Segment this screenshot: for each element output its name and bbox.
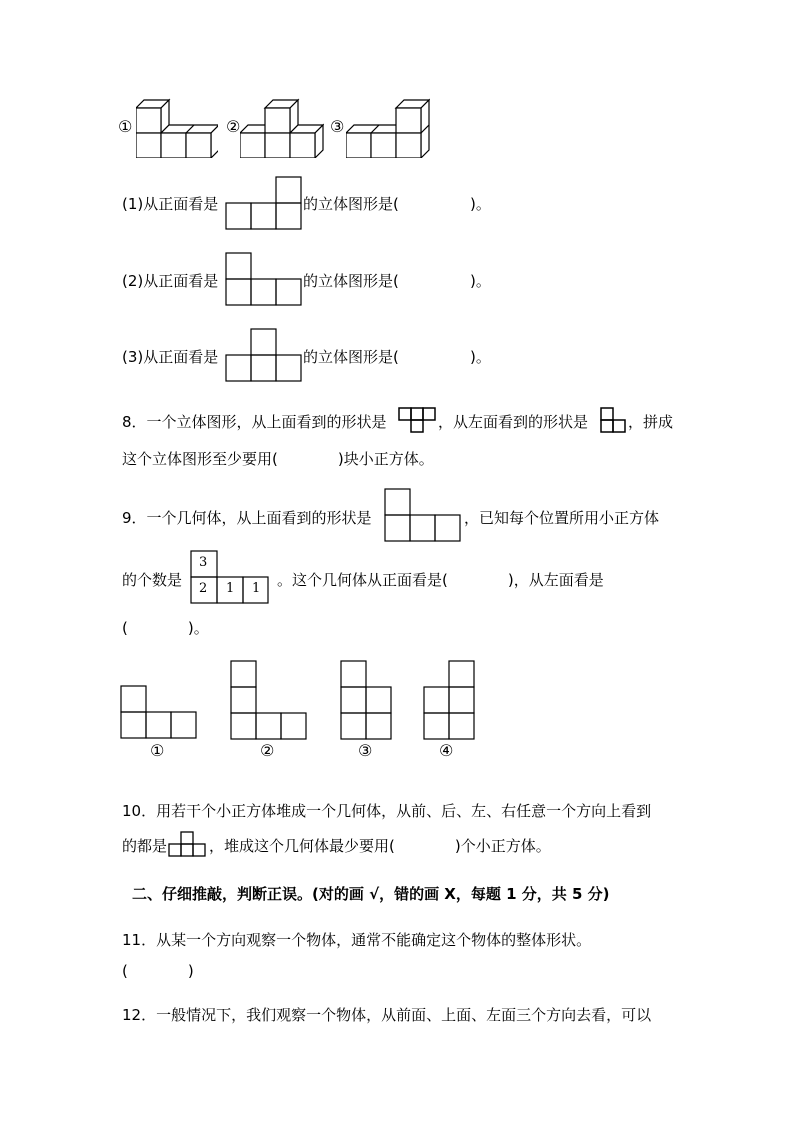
q9-option-1-label: ① — [150, 741, 165, 760]
q9-count-cell-3: 1 — [252, 581, 261, 596]
question-10 — [122, 797, 692, 861]
q7-item-3-close: )。 — [470, 348, 491, 366]
q7-item-2-prefix: (2)从正面看是 — [122, 272, 219, 290]
q9-option-2[interactable] — [228, 660, 308, 760]
q10-text-line2b: ，堆成这个几何体最少要用( )个小正方体。 — [209, 837, 551, 855]
q7-item-3-prefix: (3)从正面看是 — [122, 348, 219, 366]
q7-item-3 — [122, 327, 642, 383]
question-9 — [122, 488, 682, 638]
q9-option-2-label: ② — [260, 741, 275, 760]
q8-text-part2: ，从左面看到的形状是 — [438, 413, 589, 431]
q12-text-line1: 12．一般情况下，我们观察一个物体，从前面、上面、左面三个方向去看，可以 — [122, 1006, 652, 1024]
q10-text-line1: 10．用若干个小正方体堆成一个几何体，从前、后、左、右任意一个方向上看到 — [122, 802, 652, 820]
q9-text-line3: ( )。 — [122, 619, 209, 637]
q7-item-1-prefix: (1)从正面看是 — [122, 195, 219, 213]
cube-figure-3 — [346, 98, 430, 158]
q9-option-2-shape — [230, 660, 308, 740]
q8-text-part1: 8．一个立体图形，从上面看到的形状是 — [122, 413, 387, 431]
q9-option-1-shape — [120, 685, 198, 739]
q9-text-line2a: 的个数是 — [122, 571, 183, 589]
q8-text-part3: ，拼成 — [628, 413, 674, 431]
figure-label-3: ③ — [330, 117, 345, 136]
q9-option-4-shape — [423, 660, 477, 740]
q8-top-view-shape — [398, 407, 438, 435]
figure-row-3d — [118, 95, 438, 160]
q9-option-3[interactable] — [338, 660, 398, 760]
section-2-heading: 二、仔细推敲，判断正误。(对的画 √，错的画 X，每题 1 分，共 5 分) — [132, 885, 610, 903]
q9-text-part2: ，已知每个位置所用小正方体 — [464, 509, 660, 527]
q7-item-1-suffix: 的立体图形是( — [303, 195, 399, 213]
q11-answer-paren[interactable]: ( ) — [122, 962, 194, 980]
q9-options — [118, 660, 498, 760]
front-view-shape-1 — [225, 176, 303, 230]
q9-option-4-label: ④ — [439, 741, 454, 760]
q9-top-view-shape — [384, 488, 464, 542]
q9-option-3-label: ③ — [358, 741, 373, 760]
q9-count-cell-top: 3 — [199, 555, 208, 570]
figure-label-1: ① — [118, 117, 133, 136]
q8-text-line2: 这个立体图形至少要用( )块小正方体。 — [122, 450, 434, 468]
q11-text-line1: 11．从某一个方向观察一个物体，通常不能确定这个物体的整体形状。 — [122, 931, 592, 949]
q9-option-1[interactable] — [118, 660, 198, 760]
front-view-shape-2 — [225, 252, 303, 306]
cube-figure-2 — [240, 98, 324, 158]
q7-item-2-close: )。 — [470, 272, 491, 290]
q9-option-4[interactable] — [421, 660, 481, 760]
q7-item-3-suffix: 的立体图形是( — [303, 348, 399, 366]
q9-count-cell-2: 1 — [226, 581, 235, 596]
q9-text-part1: 9．一个几何体，从上面看到的形状是 — [122, 509, 372, 527]
q9-count-cell-1: 2 — [199, 581, 208, 596]
q10-text-line2a: 的都是 — [122, 837, 168, 855]
q7-item-2 — [122, 251, 642, 307]
q10-view-shape — [168, 831, 208, 857]
question-8 — [122, 405, 682, 475]
q9-option-3-shape — [340, 660, 394, 740]
front-view-shape-3 — [225, 328, 303, 382]
q7-item-1 — [122, 175, 642, 231]
q7-item-2-suffix: 的立体图形是( — [303, 272, 399, 290]
cube-figure-1 — [136, 98, 218, 158]
q9-count-grid — [190, 550, 270, 604]
q9-text-line2b: 。这个几何体从正面看是( )，从左面看是 — [277, 571, 604, 589]
q8-left-view-shape — [600, 407, 628, 435]
q7-item-1-close: )。 — [470, 195, 491, 213]
figure-label-2: ② — [226, 117, 241, 136]
